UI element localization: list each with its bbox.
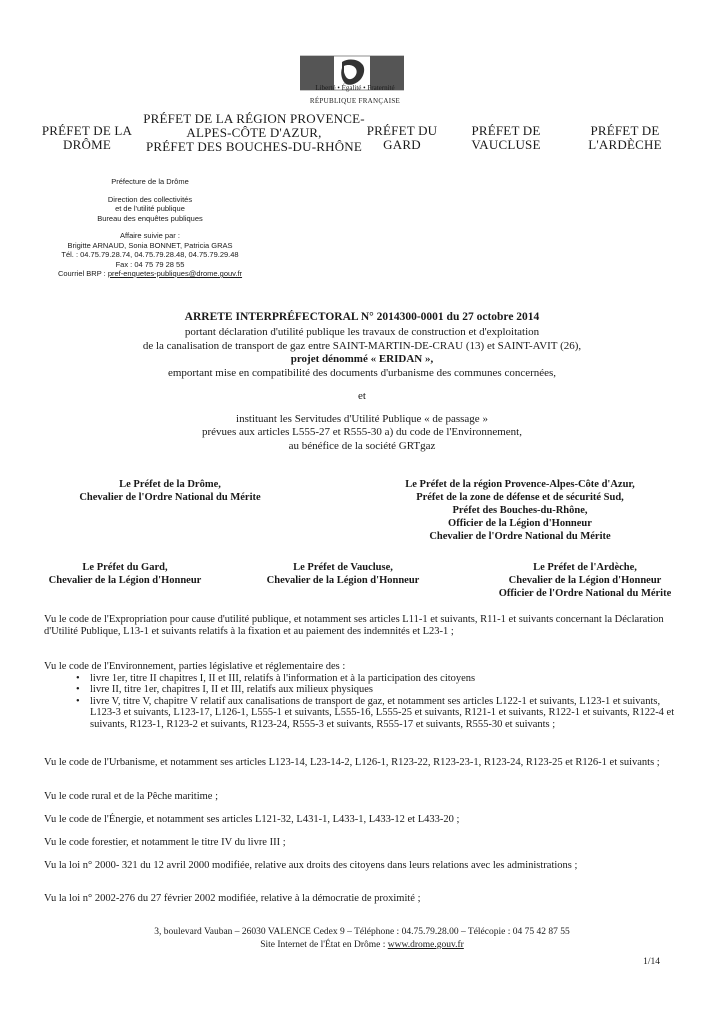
direction-line: Bureau des enquêtes publiques [97,213,203,223]
vu-paragraph-energie: Vu le code de l'Énergie, et notamment ses articles L121-32, L431-1, L433-1, L433-12 et L433-20 ; [44,814,460,825]
signatory-ardeche: Le Préfet de l'Ardèche, Chevalier de la Légion d'Honneur Officier de l'Ordre National du Mérite [498,562,672,599]
office-block [40,177,260,279]
vu-paragraph-loi-2002: Vu la loi n° 2002-276 du 27 février 2002 modifiée, relative à la démocratie de proximité ; [44,893,421,904]
signatory-gard: Le Préfet du Gard, Chevalier de la Légion d'Honneur [48,562,202,586]
affaire-label: Affaire suivie par : [120,231,180,240]
page-number: 1/14 [643,957,660,967]
signatory-paca: Le Préfet de la région Provence-Alpes-Côte d'Azur, Préfet de la zone de défense et de sécurité Sud, Préfet des Bouches-du-Rhône, Officier de la Légion d'Honneur Chevalier de l'Ordre National du Mérite [405,479,635,542]
vu-paragraph-loi-2000: Vu la loi n° 2000- 321 du 12 avril 2000 modifiée, relative aux droits des citoyens dans leurs relations avec les administrations ; [44,860,578,871]
vu-paragraph-urbanisme: Vu le code de l'Urbanisme, et notamment ses articles L123-14, L23-14-2, L126-1, R123-22, R123-23-1, R123-24, R123-25 et R126-1 et suivants ; [44,757,660,768]
vu-paragraph-forestier: Vu le code forestier, et notamment le titre IV du livre III ; [44,837,286,848]
prefet-vaucluse-header: PRÉFET DE VAUCLUSE [471,123,541,152]
agents-names: Brigitte ARNAUD, Sonia BONNET, Patricia GRAS [67,240,233,250]
fax-line: Fax : 04 75 79 28 55 [115,259,185,269]
republic-motto: Liberté • Égalité • Fraternité [315,84,395,92]
telephone-line: Tél. : 04.75.79.28.74, 04.75.79.28.48, 04.75.79.29.48 [61,250,239,259]
prefet-drome-header: PRÉFET DE LA DRÔME [41,123,133,152]
prefet-ardeche-header: PRÉFET DE L'ARDÈCHE [588,123,662,152]
prefecture-name: Préfecture de la Drôme [111,177,189,186]
vu-paragraph-environnement: Vu le code de l'Environnement, parties législative et réglementaire des : • livre 1er, titre II chapitres I, II et III, relatifs à l'information et à la participation des citoyens • livre II, titre 1er, chapitres I, II et III, relatifs aux milieux physiques • livre V, titre V, chapitre V relatif aux canalisations de transport de gaz, et notamment ses articles L122-1 et suivants, L123-1 et suivants, L123-3 et suivants, L123-17, L126-1, L555-1 et suivants, L555-16, L555-25 et suivants, R121-1 et suivants, R122-1 et suivants, R122-4 et suivants, R123-1, R123-2 et suivants, R123-24, R555-3 et suivants, R555-17 et suivants, R555-30 et suivants ; [44,661,684,730]
republique-francaise-label: RÉPUBLIQUE FRANÇAISE [309,97,401,105]
vu-paragraph-code-rural: Vu le code rural et de la Pêche maritime ; [44,791,219,802]
email-link[interactable]: pref-enquetes-publiques@drome.gouv.fr [107,269,243,278]
footer-site-line: Site Internet de l'État en Drôme : www.drome.gouv.fr [260,940,464,950]
direction-line: et de l'utilité publique [115,204,185,213]
site-link[interactable]: www.drome.gouv.fr [387,940,464,950]
list-item: • livre V, titre V, chapitre V relatif aux canalisations de transport de gaz, et notamment ses articles L122-1 et suivants, L123-1 et suivants, L123-3 et suivants, L123-17, L126-1, L555-1 et suivants, L555-16, L555-25 et suivants, R121-1 et suivants, R122-1 et suivants, R122-4 et suivants, R123-1, R123-2 et suivants, R123-24, R555-3 et suivants, R555-17 et suivants, R555-30 et suivants ; [74,696,684,731]
arrete-subtitle: portant déclaration d'utilité publique les travaux de construction et d'exploitation de la canalisation de transport de gaz entre SAINT-MARTIN-DE-CRAU (13) et SAINT-AVIT (26), projet dénommé « ERIDAN », emportant mise en compatibilité des documents d'urbanisme des communes concernées, et instituant les Servitudes d'Utilité Publique « de passage » prévues aux articles L555-27 et R555-30 a) du code de l'Environnement, au bénéfice de la société GRTgaz [142,326,582,452]
vu-paragraph-expropriation: Vu le code de l'Expropriation pour cause d'utilité publique, et notamment ses articles L11-1 et suivants, R11-1 et suivants concernant la Déclaration d'Utilité Publique, L13-1 et suivants relatifs à la fixation et au paiement des indemnités et L23-1 ; [44,614,664,637]
signatory-drome: Le Préfet de la Drôme, Chevalier de l'Ordre National du Mérite [79,479,261,503]
direction-line: Direction des collectivités [107,194,193,204]
footer-address: 3, boulevard Vauban – 26030 VALENCE Cedex 9 – Téléphone : 04.75.79.28.00 – Télécopie : 04 75 42 87 55 [154,927,570,937]
prefet-paca-header: PRÉFET DE LA RÉGION PROVENCE- ALPES-CÔTE D'AZUR, PRÉFET DES BOUCHES-DU-RHÔNE [143,111,365,154]
email-line: Courriel BRP : pref-enquetes-publiques@drome.gouv.fr [57,269,243,278]
environnement-list [74,673,684,731]
list-item: • livre 1er, titre II chapitres I, II et III, relatifs à l'information et à la participation des citoyens [74,673,684,685]
signatory-vaucluse: Le Préfet de Vaucluse, Chevalier de la Légion d'Honneur [266,562,420,586]
prefet-gard-header: PRÉFET DU GARD [366,123,438,152]
list-item: • livre II, titre 1er, chapitres I, II et III, relatifs aux milieux physiques [74,684,684,696]
marianne-logo-icon [300,48,404,104]
arrete-title: ARRETE INTERPRÉFECTORAL N° 2014300-0001 du 27 octobre 2014 [184,311,540,323]
